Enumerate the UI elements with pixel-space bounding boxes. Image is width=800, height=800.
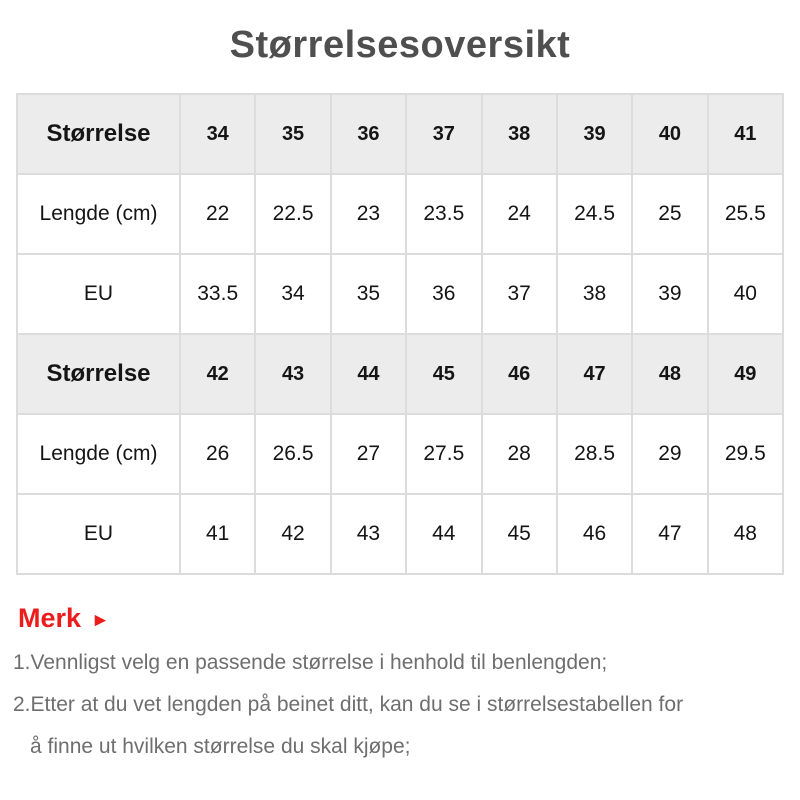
size-value-cell: 47: [632, 494, 707, 574]
size-header-cell: 44: [331, 334, 406, 414]
size-chart-page: [0, 24, 800, 800]
size-header-cell: 43: [255, 334, 330, 414]
size-header-cell: 48: [632, 334, 707, 414]
table-row-length-1: [17, 174, 783, 254]
size-value-cell: 22: [180, 174, 255, 254]
size-header-cell: 45: [406, 334, 481, 414]
row-label-cell: EU: [17, 494, 180, 574]
note-item-1: 1.Vennligst velg en passende størrelse i henhold til benlengden;: [13, 651, 608, 674]
size-value-cell: 25.5: [708, 174, 783, 254]
table-row-header-1: [17, 94, 783, 174]
row-label-cell: Lengde (cm): [17, 174, 180, 254]
size-value-cell: 36: [406, 254, 481, 334]
triangle-right-icon: ►: [91, 609, 110, 631]
size-value-cell: 43: [331, 494, 406, 574]
size-value-cell: 40: [708, 254, 783, 334]
size-value-cell: 25: [632, 174, 707, 254]
size-header-cell: 38: [482, 94, 557, 174]
note-heading-row: [18, 603, 800, 634]
table-row-eu-2: [17, 494, 783, 574]
note-item-2-line-1: 2.Etter at du vet lengden på beinet ditt, kan du se i størrelsestabellen for: [13, 693, 684, 716]
size-value-cell: 35: [331, 254, 406, 334]
table-row-eu-1: [17, 254, 783, 334]
size-value-cell: 23: [331, 174, 406, 254]
size-value-cell: 48: [708, 494, 783, 574]
size-header-cell: 40: [632, 94, 707, 174]
row-label-cell: Lengde (cm): [17, 414, 180, 494]
size-value-cell: 22.5: [255, 174, 330, 254]
size-value-cell: 28: [482, 414, 557, 494]
size-value-cell: 46: [557, 494, 632, 574]
size-value-cell: 27: [331, 414, 406, 494]
notes-section: [13, 642, 800, 768]
size-value-cell: 26.5: [255, 414, 330, 494]
size-header-cell: Størrelse: [17, 94, 180, 174]
page-title: Størrelsesoversikt: [229, 24, 571, 66]
size-value-cell: 29: [632, 414, 707, 494]
size-value-cell: 34: [255, 254, 330, 334]
row-label-cell: EU: [17, 254, 180, 334]
note-heading-label: Merk: [18, 603, 82, 633]
size-value-cell: 26: [180, 414, 255, 494]
size-value-cell: 27.5: [406, 414, 481, 494]
size-header-cell: 41: [708, 94, 783, 174]
table-row-header-2: [17, 334, 783, 414]
size-value-cell: 24: [482, 174, 557, 254]
size-header-cell: 37: [406, 94, 481, 174]
size-header-cell: 42: [180, 334, 255, 414]
size-value-cell: 24.5: [557, 174, 632, 254]
size-value-cell: 42: [255, 494, 330, 574]
size-table: [16, 93, 784, 575]
size-header-cell: 36: [331, 94, 406, 174]
size-value-cell: 44: [406, 494, 481, 574]
size-value-cell: 23.5: [406, 174, 481, 254]
size-header-cell: Størrelse: [17, 334, 180, 414]
table-row-length-2: [17, 414, 783, 494]
size-header-cell: 47: [557, 334, 632, 414]
size-header-cell: 39: [557, 94, 632, 174]
size-value-cell: 37: [482, 254, 557, 334]
size-value-cell: 29.5: [708, 414, 783, 494]
size-value-cell: 28.5: [557, 414, 632, 494]
size-value-cell: 38: [557, 254, 632, 334]
size-header-cell: 35: [255, 94, 330, 174]
size-value-cell: 39: [632, 254, 707, 334]
size-value-cell: 45: [482, 494, 557, 574]
size-header-cell: 34: [180, 94, 255, 174]
size-value-cell: 41: [180, 494, 255, 574]
size-header-cell: 49: [708, 334, 783, 414]
size-header-cell: 46: [482, 334, 557, 414]
note-item-2-line-2: å finne ut hvilken størrelse du skal kjøpe;: [30, 735, 411, 758]
size-value-cell: 33.5: [180, 254, 255, 334]
